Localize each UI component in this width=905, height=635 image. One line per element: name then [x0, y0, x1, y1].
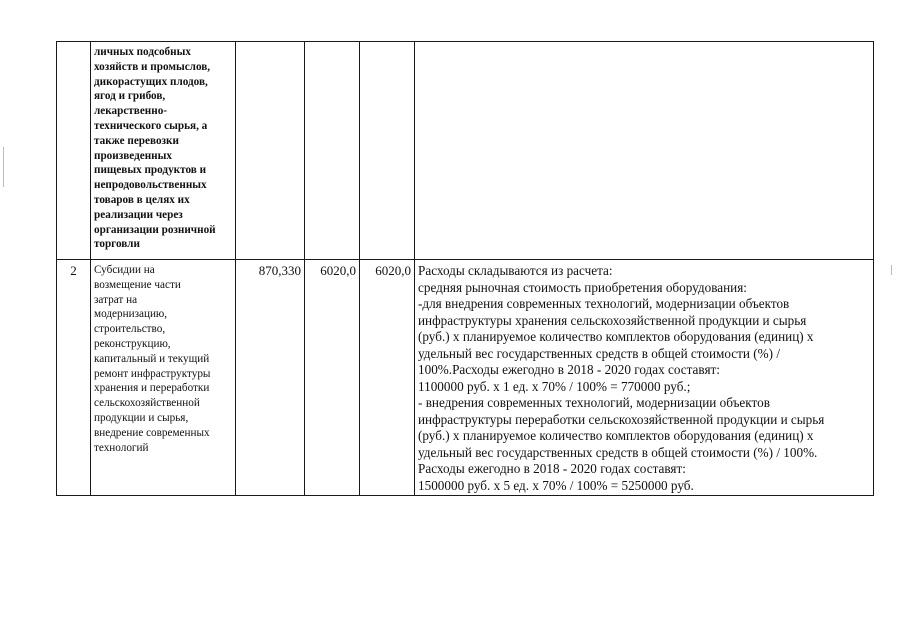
name-line: ремонт инфраструктуры — [94, 367, 211, 380]
description-line: (руб.) х планируемое количество комплектов оборудования (единиц) х — [418, 329, 814, 344]
description-line: удельный вес государственных средств в общей стоимости (%) / 100%. — [418, 444, 818, 460]
name-line: организации розничной — [94, 223, 216, 236]
description-line: -для внедрения современных технологий, модернизации объектов — [418, 296, 790, 311]
name-line: сельскохозяйственной — [94, 397, 200, 410]
name-line: технического сырья, а — [94, 119, 208, 132]
value-cell-2 — [305, 42, 360, 260]
name-line: Субсидии на — [94, 264, 155, 276]
name-line: внедрение современных — [94, 426, 210, 439]
description-line: средняя рыночная стоимость приобретения оборудования: — [418, 279, 747, 295]
description-line: 1100000 руб. х 1 ед. х 70% / 100% = 770000 руб.; — [418, 378, 691, 394]
name-text-bold — [94, 45, 232, 252]
table-row — [57, 42, 874, 260]
subsidy-table — [56, 41, 874, 496]
description-line: 1500000 руб. х 5 ед. х 70% / 100% = 5250000 руб. — [418, 477, 694, 493]
table-row — [57, 260, 874, 496]
description-line: Расходы складываются из расчета: — [418, 263, 613, 278]
description-line: (руб.) х планируемое количество комплектов оборудования (единиц) х — [418, 428, 814, 443]
name-line: лекарственно- — [94, 105, 168, 118]
name-line: технологий — [94, 441, 149, 454]
name-line: личных подсобных — [94, 46, 191, 58]
name-line: продукции и сырья, — [94, 411, 189, 424]
description-line: - внедрения современных технологий, модернизации объектов — [418, 395, 770, 410]
description-line: инфраструктуры переработки сельскохозяйственной продукции и сырья — [418, 411, 825, 427]
value-cell-2: 6020,0 — [305, 260, 360, 496]
description-cell — [415, 260, 874, 496]
name-cell — [91, 260, 236, 496]
row-number-cell — [57, 42, 91, 260]
name-line: ягод и грибов, — [94, 90, 166, 103]
value-cell-3: 6020,0 — [360, 260, 415, 496]
description-line: 100%.Расходы ежегодно в 2018 - 2020 годах составят: — [418, 362, 720, 377]
name-line: капитальный и текущий — [94, 352, 210, 365]
description-cell — [415, 42, 874, 260]
name-line: товаров в целях их — [94, 193, 190, 206]
name-line: затрат на — [94, 293, 138, 306]
name-line: модернизацию, — [94, 308, 168, 321]
name-line: реализации через — [94, 208, 183, 221]
scan-artifact-right — [891, 265, 892, 275]
scan-artifact-left — [3, 147, 4, 187]
name-line: также перевозки — [94, 134, 179, 147]
name-line: пищевых продуктов и — [94, 164, 207, 177]
name-line: торговли — [94, 238, 140, 251]
description-line: Расходы ежегодно в 2018 - 2020 годах составят: — [418, 461, 686, 476]
value-cell-1 — [236, 42, 305, 260]
name-line: произведенных — [94, 149, 172, 162]
value-cell-3 — [360, 42, 415, 260]
name-line: хозяйств и промыслов, — [94, 60, 211, 73]
row-number-cell: 2 — [57, 260, 91, 496]
description-line: удельный вес государственных средств в общей стоимости (%) / — [418, 345, 780, 361]
name-line: дикорастущих плодов, — [94, 75, 208, 88]
description-line: инфраструктуры хранения сельскохозяйственной продукции и сырья — [418, 312, 807, 328]
value-cell-1: 870,330 — [236, 260, 305, 496]
name-line: строительство, — [94, 323, 166, 336]
name-line: хранения и переработки — [94, 382, 210, 395]
name-cell — [91, 42, 236, 260]
name-line: реконструкцию, — [94, 337, 171, 350]
name-line: возмещение части — [94, 278, 181, 291]
name-line: непродовольственных — [94, 179, 207, 192]
